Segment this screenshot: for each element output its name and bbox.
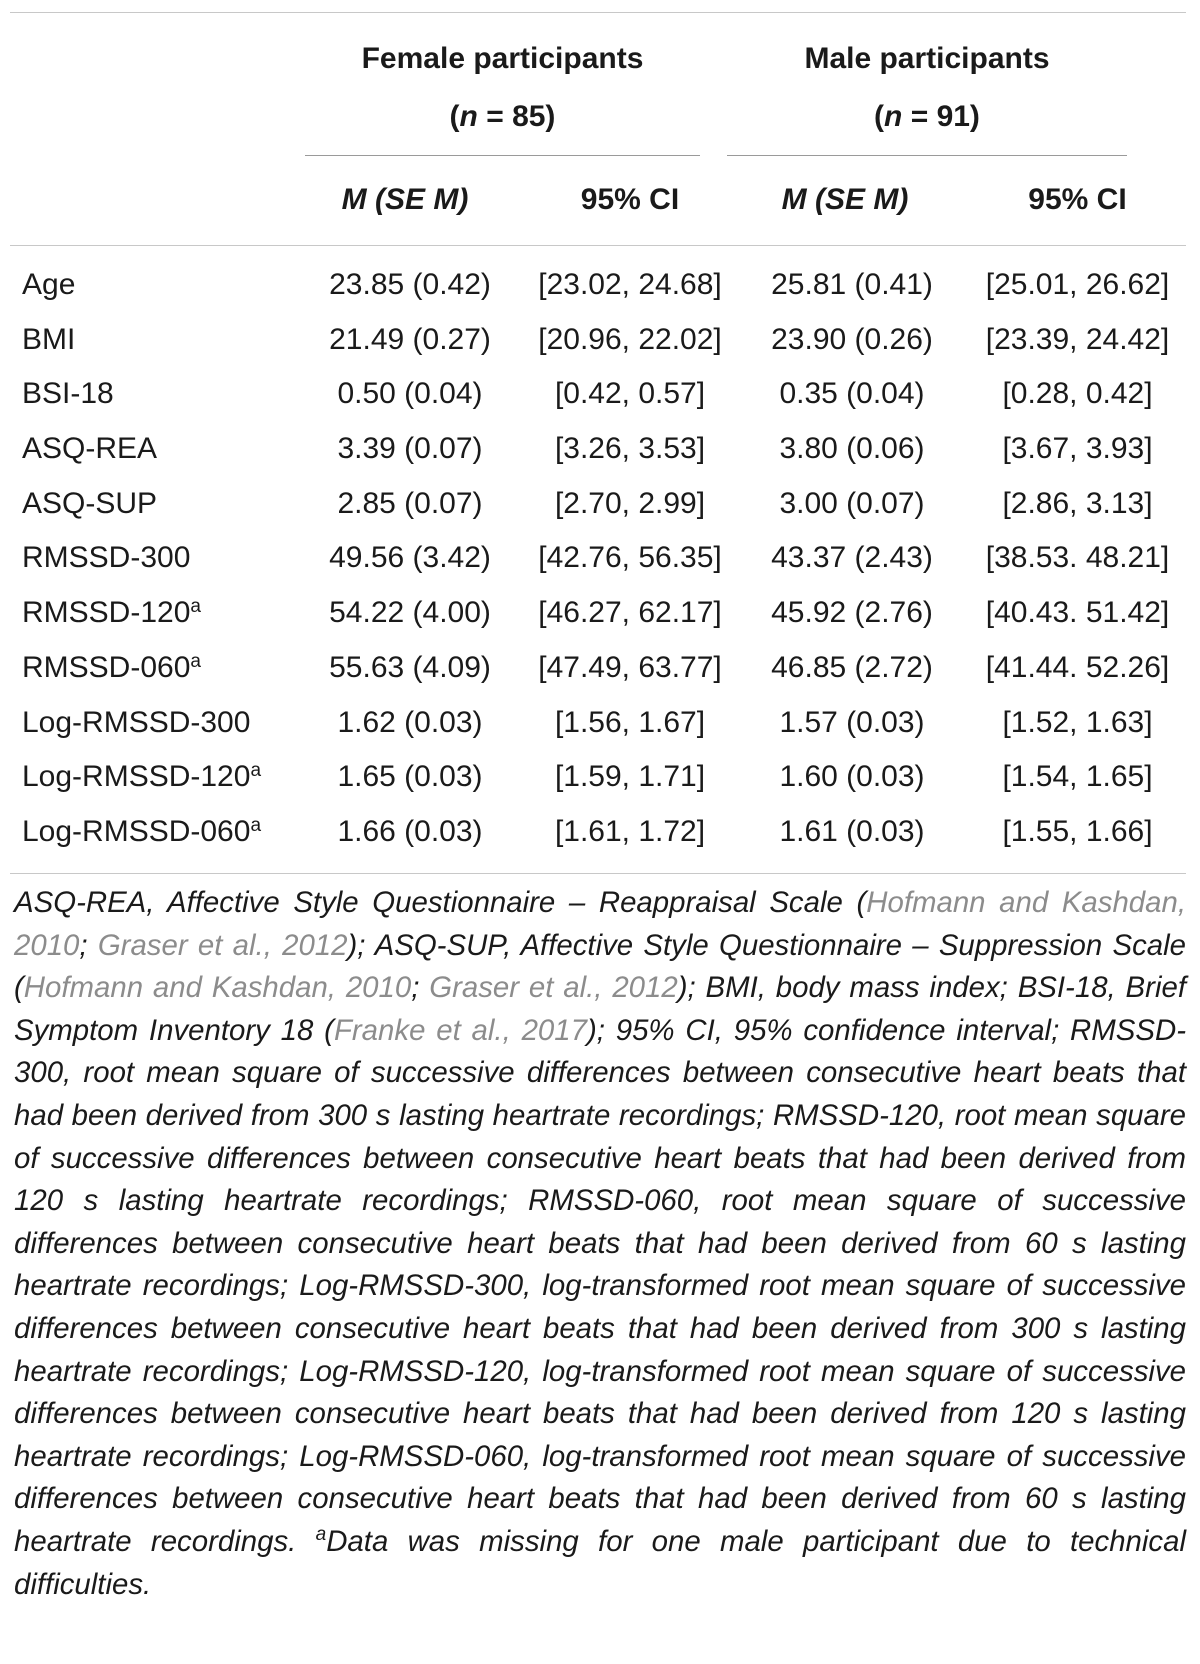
row-label: ASQ-SUP	[22, 486, 158, 520]
table-row	[0, 696, 1200, 751]
female-ci-cell: [1.56, 1.67]	[554, 705, 706, 739]
row-label: Log-RMSSD-060$^a$	[22, 814, 262, 848]
male-ci-cell: [25.01, 26.62]	[985, 268, 1170, 301]
footnote-marker: a	[315, 1524, 327, 1546]
female-mean-cell: 1.62 (0.03)	[337, 705, 483, 739]
female-mean-cell: 1.66 (0.03)	[337, 814, 483, 848]
group-header-male	[727, 30, 1127, 146]
table-row	[0, 477, 1200, 532]
footnote-text: ASQ-REA, Affective Style Questionnaire – Reappraisal Scale (	[14, 886, 867, 919]
table-row	[0, 641, 1200, 696]
male-mean-cell: 46.85 (2.72)	[771, 650, 933, 684]
male-ci-cell: [3.67, 3.93]	[1002, 432, 1153, 466]
group-n: (n = 85)	[449, 100, 556, 133]
female-mean-cell: 3.39 (0.07)	[337, 432, 483, 466]
table-row	[0, 750, 1200, 805]
group-label: Female participants	[361, 42, 644, 75]
row-label: RMSSD-300	[22, 541, 191, 575]
group-rule-female	[305, 155, 700, 156]
table-row	[0, 422, 1200, 477]
table-row	[0, 586, 1200, 641]
table-footnote	[14, 882, 1186, 1606]
row-label: BSI-18	[22, 377, 114, 411]
footnote-note: Data was missing for one male participant due to technical difficulties.	[14, 1524, 1187, 1601]
citation-link[interactable]: Hofmann and Kashdan, 2010	[23, 971, 412, 1005]
citation-link[interactable]: Graser et al., 2012	[429, 971, 678, 1005]
female-mean-cell: 55.63 (4.09)	[329, 650, 491, 684]
table-row	[0, 805, 1200, 860]
table-body	[0, 258, 1200, 860]
male-ci-cell: [40.43. 51.42]	[985, 596, 1170, 630]
header-bottom-rule	[10, 245, 1186, 246]
table-row	[0, 531, 1200, 586]
footnote-text: ;	[411, 971, 430, 1005]
citation-link[interactable]: Graser et al., 2012	[97, 928, 348, 962]
male-mean-cell: 1.60 (0.03)	[779, 760, 925, 794]
female-mean-cell: 49.56 (3.42)	[329, 541, 491, 575]
footnote-text: ); 95% CI, 95% confidence interval; RMSSD-300, root mean square of successive differences between consecutive heart beats that had been derived from 300 s lasting heartrate recordings; RMSSD-120, root mean square of successive differences between consecutive heart beats that had been derived from 120 s lasting heartrate recordings; RMSSD-060, root mean square of successive differences between consecutive heart beats that had been derived from 60 s lasting heartrate recordings; Log-RMSSD-300, log-transformed root mean square of successive differences between consecutive heart beats that had been derived from 300 s lasting heartrate recordings; Log-RMSSD-120, log-transformed root mean square of successive differences between consecutive heart beats that had been derived from 120 s lasting heartrate recordings; Log-RMSSD-060, log-transformed root mean square of successive differences between consecutive heart beats that had been derived from 60 s lasting heartrate recordings.	[14, 1013, 1186, 1558]
group-label: Male participants	[804, 42, 1050, 75]
female-mean-cell: 2.85 (0.07)	[337, 486, 483, 520]
female-mean-cell: 23.85 (0.42)	[329, 268, 491, 301]
male-ci-cell: [2.86, 3.13]	[1002, 486, 1153, 520]
row-label: Age	[22, 268, 76, 301]
male-ci-cell: [1.52, 1.63]	[1002, 705, 1153, 739]
table-bottom-rule	[10, 873, 1186, 874]
male-mean-cell: 43.37 (2.43)	[771, 541, 933, 575]
male-mean-cell: 45.92 (2.76)	[771, 596, 933, 630]
table-top-rule	[10, 12, 1186, 13]
male-mean-cell: 3.00 (0.07)	[779, 486, 925, 520]
footnote-text: ); BMI, body mass index; BSI-18, Brief Symptom Inventory 18 (	[14, 971, 1186, 1047]
row-label: Log-RMSSD-120$^a$	[22, 760, 262, 794]
row-label: BMI	[22, 322, 76, 356]
group-n: (n = 91)	[874, 100, 980, 133]
female-mean-cell: 1.65 (0.03)	[337, 760, 483, 794]
citation-link[interactable]: Hofmann and Kashdan, 2010	[14, 886, 1186, 962]
female-ci-cell: [1.61, 1.72]	[554, 814, 706, 848]
col-header-male-mean: M (SE M)	[781, 183, 909, 216]
female-ci-cell: [2.70, 2.99]	[554, 486, 706, 520]
male-ci-cell: [0.28, 0.42]	[1002, 377, 1153, 411]
table-row	[0, 313, 1200, 368]
male-ci-cell: [41.44. 52.26]	[985, 650, 1170, 684]
female-ci-cell: [3.26, 3.53]	[554, 432, 706, 466]
row-label: Log-RMSSD-300	[22, 705, 251, 739]
col-header-female-ci: 95% CI	[580, 183, 680, 216]
footnote-text: ); ASQ-SUP, Affective Style Questionnaire – Suppression Scale (	[14, 928, 1186, 1005]
female-ci-cell: [47.49, 63.77]	[538, 650, 722, 684]
male-ci-cell: [1.54, 1.65]	[1002, 760, 1153, 794]
male-mean-cell: 0.35 (0.04)	[779, 377, 925, 411]
female-ci-cell: [23.02, 24.68]	[538, 268, 722, 301]
col-header-female-mean: M (SE M)	[341, 183, 469, 216]
female-ci-cell: [1.59, 1.71]	[554, 760, 706, 794]
group-header-female	[305, 30, 700, 146]
female-ci-cell: [0.42, 0.57]	[554, 377, 706, 411]
female-mean-cell: 54.22 (4.00)	[329, 596, 491, 630]
female-ci-cell: [42.76, 56.35]	[538, 541, 722, 575]
male-mean-cell: 1.57 (0.03)	[779, 705, 925, 739]
male-ci-cell: [1.55, 1.66]	[1002, 814, 1153, 848]
female-mean-cell: 0.50 (0.04)	[337, 377, 483, 411]
male-mean-cell: 1.61 (0.03)	[779, 814, 925, 848]
row-label: RMSSD-120$^a$	[22, 596, 201, 630]
male-ci-cell: [38.53. 48.21]	[985, 541, 1170, 575]
female-ci-cell: [20.96, 22.02]	[538, 322, 722, 356]
table-row	[0, 367, 1200, 422]
footnote-text: ;	[79, 928, 98, 962]
table-row	[0, 258, 1200, 313]
row-label: ASQ-REA	[22, 432, 158, 466]
male-mean-cell: 3.80 (0.06)	[779, 432, 925, 466]
citation-link[interactable]: Franke et al., 2017	[333, 1013, 587, 1047]
row-label: RMSSD-060$^a$	[22, 650, 201, 684]
col-header-male-ci: 95% CI	[1028, 183, 1127, 216]
male-mean-cell: 23.90 (0.26)	[771, 322, 933, 356]
male-ci-cell: [23.39, 24.42]	[985, 322, 1170, 356]
group-rule-male	[727, 155, 1127, 156]
male-mean-cell: 25.81 (0.41)	[771, 268, 933, 301]
female-mean-cell: 21.49 (0.27)	[329, 322, 491, 356]
female-ci-cell: [46.27, 62.17]	[538, 596, 722, 630]
